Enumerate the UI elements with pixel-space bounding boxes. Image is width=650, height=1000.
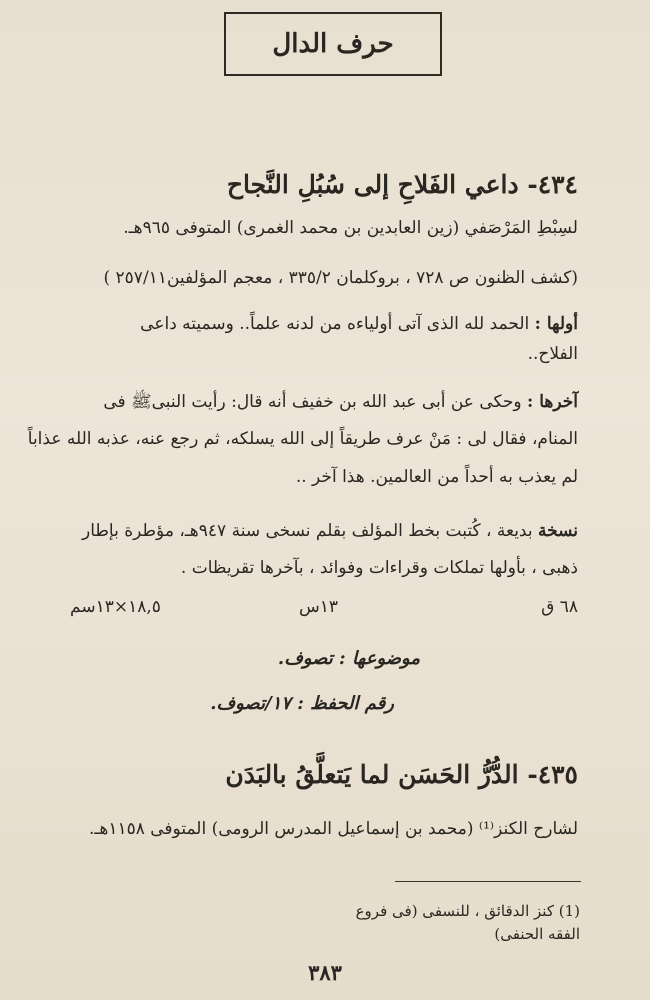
entry-434-copy-line-2: ذهبى ، بأولها تملكات وقراءات وفوائد ، بآخرها تقريظات . bbox=[180, 558, 578, 578]
entry-434-title: ٤٣٤- داعي الفَلاحِ إلى سُبُلِ النَّجاح bbox=[226, 170, 578, 199]
incipit-label: أولها : bbox=[534, 314, 578, 334]
entry-434-explicit-line-1 bbox=[70, 392, 578, 412]
entry-434-physical-description bbox=[70, 597, 578, 627]
entry-434-incipit-line-2: الفلاح.. bbox=[527, 344, 578, 364]
chapter-heading: حرف الدال bbox=[224, 12, 442, 76]
entry-434-subject: موضوعها : تصوف. bbox=[277, 648, 420, 669]
explicit-text: وحكى عن أبى عبد الله بن خفيف أنه قال: رأيت النبىﷺ فى bbox=[103, 392, 522, 412]
line-count: ١٣س bbox=[298, 597, 338, 617]
folio-count: ٦٨ ق bbox=[541, 597, 578, 617]
incipit-text: الحمد لله الذى آتى أولياءه من لدنه علماً.. وسميته داعى bbox=[140, 314, 530, 334]
page-number: ٣٨٣ bbox=[308, 960, 342, 985]
explicit-label: آخرها : bbox=[527, 392, 578, 412]
copy-label: نسخة bbox=[538, 521, 578, 541]
footnote-rule bbox=[395, 881, 581, 882]
entry-434-references: (كشف الظنون ص ٧٢٨ ، بروكلمان ٣٣٥/٢ ، معجم المؤلفين٢٥٧/١١ ) bbox=[103, 268, 578, 288]
entry-434-explicit-line-3: لم يعذب به أحداً من العالمين. هذا آخر .. bbox=[295, 467, 578, 487]
copy-text: بديعة ، كُتبت بخط المؤلف بقلم نسخى سنة ٩٤٧هـ، مؤطرة بإطار bbox=[82, 521, 533, 541]
entry-434-shelfmark: رقم الحفظ : ١٧/تصوف. bbox=[210, 693, 394, 714]
entry-435-title: ٤٣٥- الدُّرُّ الحَسَن لما يَتعلَّقُ بالبَدَن bbox=[225, 760, 578, 789]
entry-434-author: لسِبْطِ المَرْصَفي (زين العابدين بن محمد الغمرى) المتوفى ٩٦٥هـ. bbox=[123, 218, 578, 238]
entry-434-copy-line-1 bbox=[70, 521, 578, 541]
footnote-line: (1) كنز الدقائق ، للنسفى (فى فروع الفقه الحنفى) bbox=[355, 902, 580, 944]
entry-434-explicit-line-2: المنام، فقال لى : مَنْ عرف طريقاً إلى الله يسلكه، ثم رجع عنه، عذبه الله عذاباً bbox=[27, 429, 578, 449]
footnote bbox=[320, 900, 580, 947]
entry-435-author: لشارح الكنز⁽¹⁾ (محمد بن إسماعيل المدرس الرومى) المتوفى ١١٥٨هـ. bbox=[88, 819, 578, 839]
entry-434-incipit-line-1 bbox=[70, 314, 578, 334]
dimensions: ١٨,٥×١٣سم bbox=[70, 597, 161, 617]
